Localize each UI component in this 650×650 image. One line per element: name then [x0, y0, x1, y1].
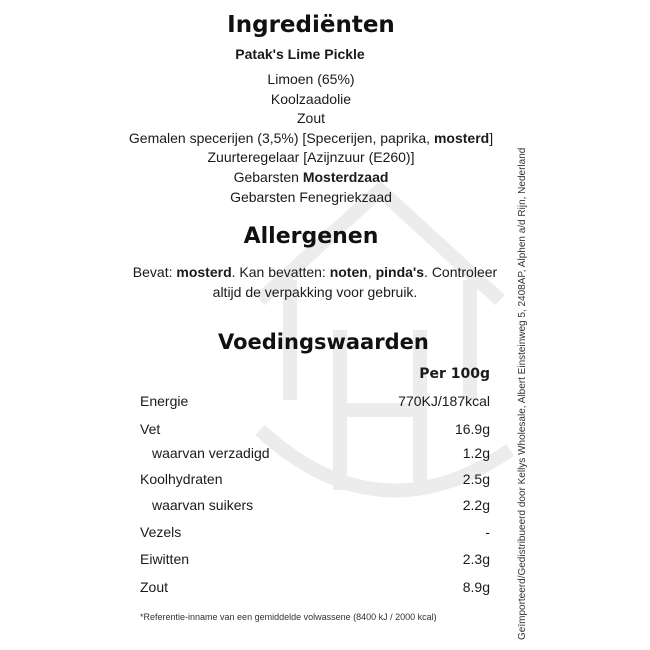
ingredient-item: Koolzaadolie	[270, 90, 352, 107]
nutrition-label: Vet	[140, 421, 161, 437]
allergens-heading: Allergenen	[243, 224, 379, 249]
nutrition-row-saturated	[140, 445, 490, 465]
nutrition-value: 1.2g	[462, 445, 490, 461]
nutrition-label: waarvan verzadigd	[152, 445, 270, 461]
nutrition-value: 2.3g	[462, 551, 490, 567]
nutrition-label: Koolhydraten	[140, 471, 223, 487]
ingredients-heading: Ingrediënten	[227, 12, 395, 38]
nutrition-label: waarvan suikers	[152, 497, 254, 513]
nutrition-label: Energie	[140, 393, 189, 409]
product-name: Patak's Lime Pickle	[235, 46, 365, 62]
nutrition-value: 2.5g	[462, 471, 490, 487]
nutrition-value: 16.9g	[454, 421, 490, 437]
nutrition-value: 770KJ/187kcal	[398, 393, 490, 409]
ingredient-item: Gebarsten Mosterdzaad	[233, 168, 389, 185]
ingredient-item: Gebarsten Fenegriekzaad	[230, 188, 392, 205]
importer-text: Geïmporteerd/Gedistribueerd door Kellys Wholesale, Albert Einsteinweg 5, 2408AP, Alphen a/d Rijn, Nederland	[517, 147, 528, 640]
nutrition-value: -	[485, 524, 490, 540]
nutrition-label: Vezels	[140, 524, 182, 540]
ingredient-item: Zout	[296, 110, 325, 127]
nutrition-row-fat	[140, 421, 490, 441]
nutrition-value: 8.9g	[462, 579, 490, 595]
ingredient-item: Zuurteregelaar [Azijnzuur (E260)]	[207, 149, 415, 166]
nutrition-row-salt	[140, 579, 490, 599]
nutrition-row-carbs	[140, 471, 490, 491]
nutrition-row-sugars	[140, 497, 490, 517]
nutrition-label: Eiwitten	[140, 551, 190, 567]
ingredient-item: Gemalen specerijen (3,5%) [Specerijen, paprika, mosterd]	[128, 129, 494, 146]
reference-footnote: *Referentie-inname van een gemiddelde volwassene (8400 kJ / 2000 kcal)	[140, 612, 437, 622]
nutrition-value: 2.2g	[462, 497, 490, 513]
nutrition-row-energy	[140, 393, 490, 413]
allergen-statement: Bevat: mosterd. Kan bevatten: noten, pinda's. Controleer altijd de verpakking voor gebruik.	[132, 264, 498, 300]
per-100g-label: Per 100g	[419, 366, 490, 382]
nutrition-label: Zout	[140, 579, 169, 595]
ingredient-item: Limoen (65%)	[267, 71, 355, 87]
nutrition-row-fiber	[140, 524, 490, 544]
ingredients-list	[0, 70, 636, 207]
nutrition-heading: Voedingswaarden	[218, 330, 429, 354]
nutrition-row-protein	[140, 551, 490, 571]
